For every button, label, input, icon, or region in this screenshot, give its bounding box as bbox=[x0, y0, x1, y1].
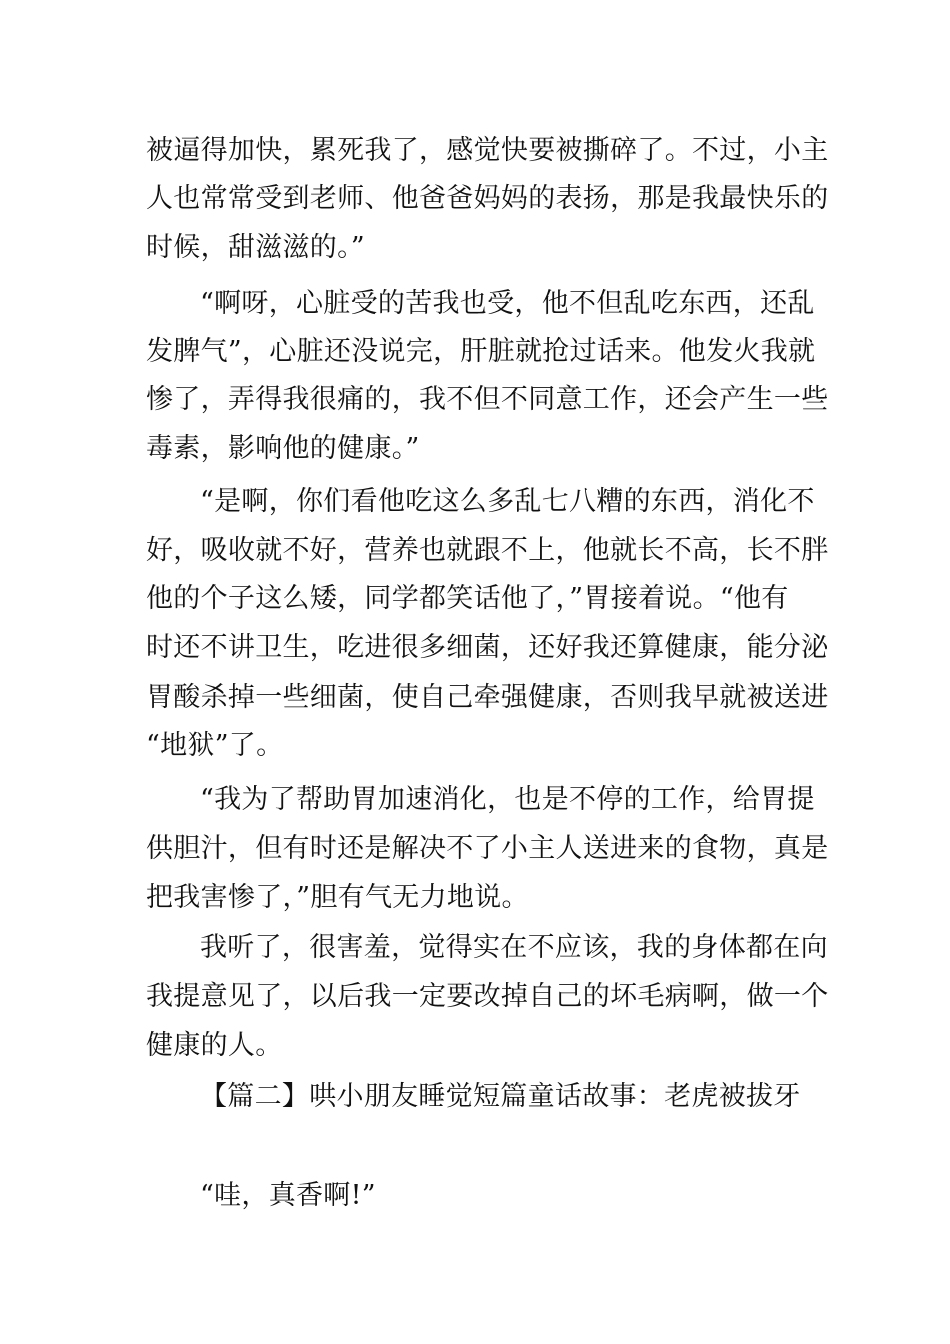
paragraph-start-line: “啊呀，心脏受的苦我也受，他不但乱吃东西，还乱 bbox=[200, 288, 815, 319]
paragraph-start-line: “哇，真香啊!” bbox=[200, 1180, 376, 1211]
text-line: 我提意见了，以后我一定要改掉自己的坏毛病啊，做一个 bbox=[146, 981, 829, 1012]
text-line: 好，吸收就不好，营养也就跟不上，他就长不高，长不胖 bbox=[146, 535, 829, 566]
text-line: 时还不讲卫生，吃进很多细菌，还好我还算健康，能分泌 bbox=[146, 632, 829, 663]
paragraph-start-line: 我听了，很害羞，觉得实在不应该，我的身体都在向 bbox=[200, 932, 828, 963]
text-line: 被逼得加快，累死我了，感觉快要被撕碎了。不过，小主 bbox=[146, 135, 829, 166]
text-line: 人也常常受到老师、他爸爸妈妈的表扬，那是我最快乐的 bbox=[146, 183, 829, 214]
text-line: “地狱”了。 bbox=[146, 730, 284, 761]
text-line: 他的个子这么矮，同学都笑话他了，”胃接着说。“他有 bbox=[146, 583, 789, 614]
text-line: 时候，甜滋滋的。” bbox=[146, 232, 366, 263]
text-line: 胃酸杀掉一些细菌，使自己牵强健康，否则我早就被送进 bbox=[146, 682, 829, 713]
text-line: 惨了，弄得我很痛的，我不但不同意工作，还会产生一些 bbox=[146, 384, 829, 415]
text-line: 健康的人。 bbox=[146, 1030, 283, 1061]
paragraph-start-line: “我为了帮助胃加速消化，也是不停的工作，给胃提 bbox=[200, 784, 815, 815]
text-line: 发脾气”，心脏还没说完，肝脏就抢过话来。他发火我就 bbox=[146, 336, 816, 367]
text-line: 毒素，影响他的健康。” bbox=[146, 433, 420, 464]
text-line: 供胆汁，但有时还是解决不了小主人送进来的食物，真是 bbox=[146, 833, 829, 864]
section-heading: 【篇二】哄小朋友睡觉短篇童话故事：老虎被拔牙 bbox=[200, 1081, 801, 1112]
paragraph-start-line: “是啊，你们看他吃这么多乱七八糟的东西，消化不 bbox=[200, 486, 815, 517]
text-line: 把我害惨了，”胆有气无力地说。 bbox=[146, 882, 529, 913]
